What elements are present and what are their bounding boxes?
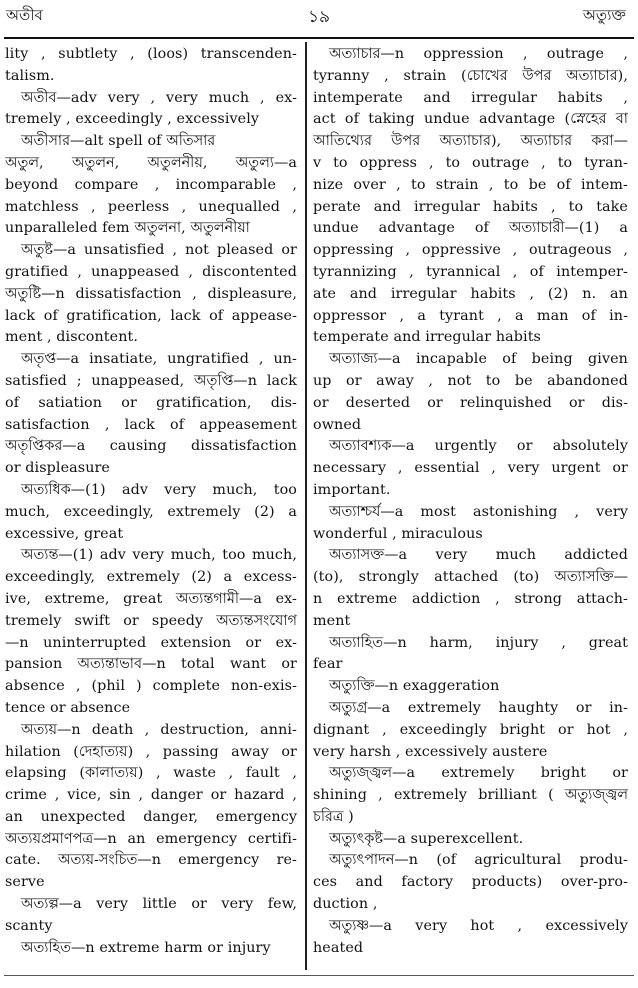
entry-line: owned xyxy=(313,416,362,433)
entry-line: আতিথ্যের উপর অত্যাচার), অত্যাচার করা— xyxy=(313,133,628,150)
entry-line: অত্যয়—n death , destruction, anni- xyxy=(21,721,297,738)
entry-line: অত্যুষ্ণ—a very hot , excessively xyxy=(329,917,628,934)
entry-line: tremely swift or speedy অত্যন্তসংযোগ xyxy=(5,612,297,629)
entry-line: tyranny , strain (চোখের উপর অত্যাচার), xyxy=(313,67,628,84)
entry-line: undue advantage of অত্যাচারী—(1) a xyxy=(313,220,628,237)
entry-line: অত্যাজ্য—a incapable of being given xyxy=(329,351,628,368)
entry-line: অতুষ্ট—a unsatisfied , not pleased or xyxy=(21,242,297,259)
entry-line: or displeasure xyxy=(5,460,110,477)
entry-line: nize over , to strain , to be of intem- xyxy=(313,176,628,193)
entry-line: satisfaction , lack of appeasement xyxy=(5,416,297,433)
entry-line: অত্যাশ্চর্য—a most astonishing , very xyxy=(329,503,628,520)
entry-line: tyrannizing , tyrannical , of intemper- xyxy=(313,263,628,280)
left-guide-word: অতীব xyxy=(6,6,43,24)
entry-line: pansion অত্যন্তাভাব—n total want or xyxy=(5,656,297,673)
entry-line: অতুষ্টি—n dissatisfaction , displeasure, xyxy=(5,285,297,302)
entry-line: অত্যুক্তি—n exaggeration xyxy=(329,678,500,695)
entry-line: much, exceedingly, extremely (2) a xyxy=(5,503,297,520)
entry-line: gratified , unappeased , discontented xyxy=(5,263,297,280)
entry-line: lity , subtlety , (loos) transcenden- xyxy=(5,46,297,62)
entry-line: অত্যাবশ্যক—a urgently or absolutely xyxy=(329,438,628,455)
entry-line: important. xyxy=(313,481,391,498)
entry-line: oppressor , a tyrant , a man of in- xyxy=(313,307,628,324)
page-number: ১৯ xyxy=(307,7,331,27)
entry-line: heated xyxy=(313,939,364,956)
page-header xyxy=(0,0,638,40)
entry-line: অত্যুগ্র—a extremely haughty or in- xyxy=(329,699,628,716)
entry-line: ive, extreme, great অত্যন্তগামী—a ex- xyxy=(5,590,297,607)
entry-line: (to), strongly attached (to) অত্যাসক্তি— xyxy=(313,569,628,586)
entry-line: satisfied ; unappeased, অতৃপ্তি—n lack xyxy=(5,372,297,389)
entry-line: অত্যয়প্রমাণপত্র—n an emergency certifi- xyxy=(5,830,297,847)
footer-rule xyxy=(4,975,634,976)
entry-line: matchless , peerless , unequalled , xyxy=(5,198,297,215)
entry-line: hilation (দেহাত্যয়) , passing away or xyxy=(5,743,297,760)
entry-line: shining , extremely brilliant ( অত্যুজ্জ্বল xyxy=(313,787,628,804)
entry-line: অত্যন্ত—(1) adv very much, too much, xyxy=(21,547,297,564)
entry-line: oppressing , oppressive , outrageous , xyxy=(313,242,628,259)
column-divider xyxy=(305,42,307,970)
entry-line: unparalleled fem অতুলনা, অতুলনীয়া xyxy=(5,220,250,237)
entry-line: ate and irregular habits , (2) n. an xyxy=(313,285,628,302)
entry-line: necessary , essential , very urgent or xyxy=(313,460,628,477)
entry-line: অতৃপ্ত—a insatiate, ungratified , un- xyxy=(21,351,297,368)
entry-line: excessive, great xyxy=(5,525,124,542)
entry-line: very harsh , excessively austere xyxy=(313,743,548,760)
entry-line: —n uninterrupted extension or ex- xyxy=(5,634,297,651)
right-guide-word: অত্যুক্ত xyxy=(582,6,626,24)
entry-line: elapsing (কালাত্যয়) , waste , fault , xyxy=(5,765,297,782)
entry-line: exceedingly, extremely (2) a excess- xyxy=(5,569,297,586)
entry-line: ment , discontent. xyxy=(5,329,138,346)
entry-line: temperate and irregular habits xyxy=(313,329,541,346)
entry-line: অত্যুৎকৃষ্ট—a superexcellent. xyxy=(329,830,524,847)
entry-line: beyond compare , incomparable , xyxy=(5,176,297,193)
entry-line: অত্যাচার—n oppression , outrage , xyxy=(329,46,628,62)
entry-line: n extreme addiction , strong attach- xyxy=(313,590,628,607)
right-column xyxy=(313,44,628,959)
entry-line: অতীসার—alt spell of অতিসার xyxy=(21,133,216,150)
entry-line: tremely , exceedingly , excessively xyxy=(5,111,260,128)
entry-line: act of taking undue advantage (স্নেহের বা xyxy=(313,111,628,128)
header-rule xyxy=(4,37,634,39)
entry-line: up or away , not to be abandoned xyxy=(313,372,628,389)
entry-line: চরিত্র ) xyxy=(313,808,354,825)
entry-line: অত্যুজ্জ্বল—a extremely bright or xyxy=(329,765,628,782)
entry-line: অত্যুৎপাদন—n (of agricultural produ- xyxy=(329,852,628,869)
entry-line: tence or absence xyxy=(5,699,131,716)
entry-line: intemperate and irregular habits , xyxy=(313,89,628,106)
entry-line: or deserted or relinquished or dis- xyxy=(313,394,628,411)
entry-line: fear xyxy=(313,656,343,673)
entry-line: অত্যাহিত—n harm, injury , great xyxy=(329,634,628,651)
left-column xyxy=(5,44,297,959)
entry-line: serve xyxy=(5,874,45,891)
entry-line: duction , xyxy=(313,896,378,913)
entry-line: absence , (phil ) complete non-exis- xyxy=(5,678,297,695)
entry-line: talism. xyxy=(5,67,55,84)
entry-line: অতৃপ্তিকর—a causing dissatisfaction xyxy=(5,438,297,455)
entry-line: অত্যহিত—n extreme harm or injury xyxy=(21,939,271,956)
entry-line: অতীব—adv very , very much , ex- xyxy=(21,89,297,106)
entry-line: wonderful , miraculous xyxy=(313,525,483,542)
entry-line: ces and factory products) over-pro- xyxy=(313,874,628,891)
entry-line: perate and irregular habits , to take xyxy=(313,198,628,215)
entry-line: crime , vice, sin , danger or hazard , xyxy=(5,787,297,804)
entry-line: scanty xyxy=(5,917,53,934)
entry-line: ment xyxy=(313,612,351,629)
entry-line: of satiation or gratification, dis- xyxy=(5,394,297,411)
entry-line: v to oppress , to outrage , to tyran- xyxy=(313,154,628,171)
entry-line: অতুল, অতুলন, অতুলনীয়, অতুল্য—a xyxy=(5,154,297,171)
entry-line: অত্যল্প—a very little or very few, xyxy=(21,896,297,913)
entry-line: dignant , exceedingly bright or hot , xyxy=(313,721,628,738)
entry-line: an unexpected danger, emergency xyxy=(5,808,297,825)
entry-line: cate. অত্যয়-সংচিত—n emergency re- xyxy=(5,852,297,869)
entry-line: অত্যাসক্ত—a very much addicted xyxy=(329,547,628,564)
entry-line: lack of gratification, lack of appease- xyxy=(5,307,297,324)
entry-line: অত্যধিক—(1) adv very much, too xyxy=(21,481,297,498)
